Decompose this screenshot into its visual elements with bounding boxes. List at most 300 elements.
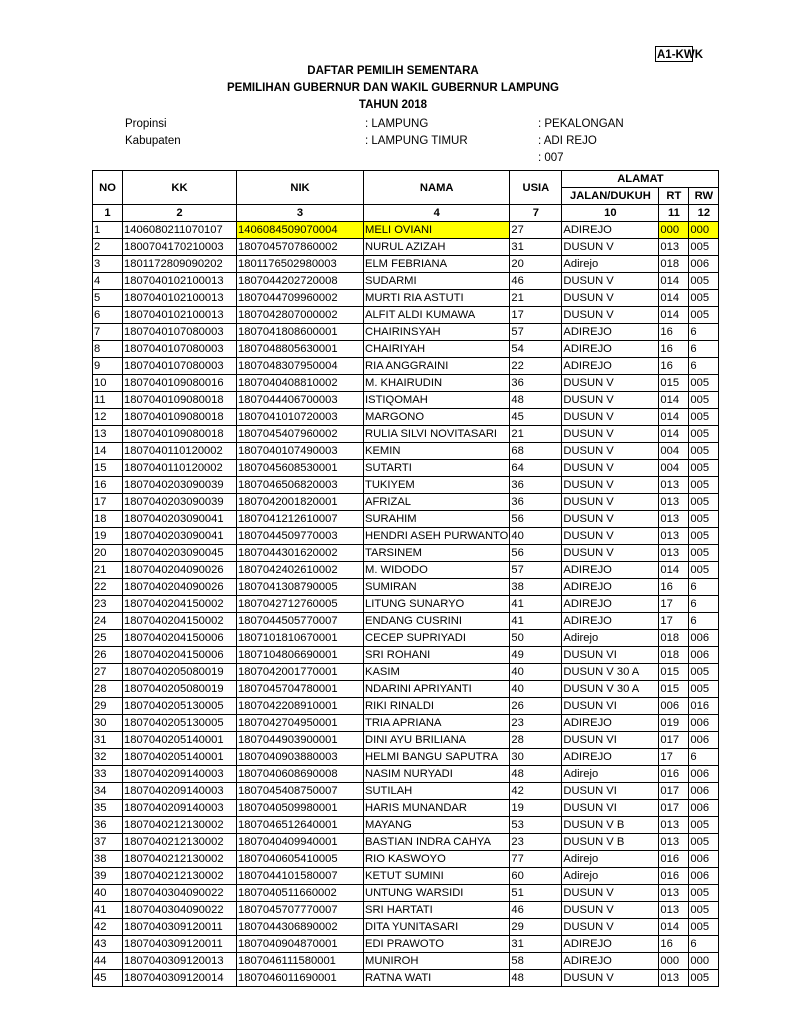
table-row [93,783,719,800]
cell-rt: 017 [659,783,689,800]
cell-rw: 006 [689,868,719,885]
cell-nik: 1807045707860002 [237,239,364,256]
table-row [93,307,719,324]
cell-kk: 1807040204150002 [123,596,237,613]
cell-rt: 015 [659,681,689,698]
cell-rt: 014 [659,919,689,936]
table-row [93,426,719,443]
cell-rt: 017 [659,732,689,749]
cell-rw: 005 [689,477,719,494]
cell-no: 7 [93,324,123,341]
cell-no: 4 [93,273,123,290]
cell-rw: 005 [689,426,719,443]
cell-kk: 1807040102100013 [123,273,237,290]
cell-jalan: DUSUN V [562,919,659,936]
cell-no: 32 [93,749,123,766]
cell-kk: 1807040205080019 [123,664,237,681]
cell-kk: 1807040304090022 [123,902,237,919]
cell-no: 8 [93,341,123,358]
cell-rt: 17 [659,596,689,613]
cell-jalan: DUSUN V [562,494,659,511]
cell-nik: 1807104806690001 [237,647,364,664]
cell-nama: SRI ROHANI [364,647,510,664]
cell-usia: 51 [510,885,562,902]
col-number: 12 [689,205,719,222]
cell-nama: HARIS MUNANDAR [364,800,510,817]
cell-nama: TRIA APRIANA [364,715,510,732]
table-row [93,613,719,630]
cell-nama: ISTIQOMAH [364,392,510,409]
table-row [93,528,719,545]
table-row [93,460,719,477]
cell-rt: 013 [659,494,689,511]
cell-nik: 1807044509770003 [237,528,364,545]
cell-rw: 005 [689,239,719,256]
table-row [93,256,719,273]
cell-rt: 16 [659,936,689,953]
cell-nama: DITA YUNITASARI [364,919,510,936]
doc-subtitle: PEMILIHAN GUBERNUR DAN WAKIL GUBERNUR LAMPUNG [226,82,559,94]
table-row [93,222,719,239]
cell-usia: 31 [510,239,562,256]
cell-nik: 1807044709960002 [237,290,364,307]
table-row [93,239,719,256]
cell-nama: LITUNG SUNARYO [364,596,510,613]
doc-year: TAHUN 2018 [358,99,428,111]
cell-no: 16 [93,477,123,494]
cell-no: 44 [93,953,123,970]
cell-rt: 000 [659,222,689,239]
cell-jalan: DUSUN VI [562,783,659,800]
cell-usia: 28 [510,732,562,749]
tps-value: : 007 [538,152,564,164]
cell-rw: 6 [689,579,719,596]
cell-rw: 006 [689,800,719,817]
cell-rt: 013 [659,528,689,545]
cell-usia: 41 [510,596,562,613]
cell-no: 45 [93,970,123,987]
cell-jalan: Adirejo [562,766,659,783]
cell-usia: 77 [510,851,562,868]
cell-kk: 1807040309120011 [123,919,237,936]
cell-nik: 1807041212610007 [237,511,364,528]
cell-rt: 000 [659,953,689,970]
cell-nama: KEMIN [364,443,510,460]
cell-jalan: DUSUN VI [562,800,659,817]
cell-rt: 015 [659,375,689,392]
cell-rw: 6 [689,324,719,341]
cell-nik: 1807045704780001 [237,681,364,698]
cell-usia: 64 [510,460,562,477]
cell-jalan: DUSUN V [562,902,659,919]
cell-no: 19 [93,528,123,545]
table-row [93,970,719,987]
cell-no: 17 [93,494,123,511]
cell-jalan: ADIREJO [562,358,659,375]
cell-no: 39 [93,868,123,885]
cell-nama: NASIM NURYADI [364,766,510,783]
cell-no: 1 [93,222,123,239]
cell-rw: 6 [689,749,719,766]
cell-kk: 1807040203090041 [123,511,237,528]
cell-kk: 1807040102100013 [123,290,237,307]
cell-nik: 1807042001770001 [237,664,364,681]
cell-nama: UNTUNG WARSIDI [364,885,510,902]
col-number: 2 [123,205,237,222]
table-row [93,358,719,375]
cell-nama: BASTIAN INDRA CAHYA [364,834,510,851]
col-number: 11 [659,205,689,222]
cell-jalan: DUSUN VI [562,647,659,664]
cell-no: 6 [93,307,123,324]
col-header-rw: RW [689,188,719,205]
cell-nama: M. WIDODO [364,562,510,579]
col-number: 1 [93,205,123,222]
cell-jalan: DUSUN V [562,273,659,290]
cell-rw: 005 [689,664,719,681]
cell-no: 34 [93,783,123,800]
cell-rt: 17 [659,749,689,766]
cell-rw: 005 [689,273,719,290]
cell-usia: 56 [510,545,562,562]
cell-rw: 005 [689,307,719,324]
cell-rt: 013 [659,239,689,256]
cell-jalan: ADIREJO [562,749,659,766]
cell-nik: 1807044505770007 [237,613,364,630]
cell-rt: 013 [659,902,689,919]
cell-kk: 1807040203090045 [123,545,237,562]
cell-jalan: ADIREJO [562,562,659,579]
cell-usia: 36 [510,494,562,511]
cell-nik: 1807040409940001 [237,834,364,851]
cell-rt: 013 [659,545,689,562]
cell-kk: 1807040209140003 [123,766,237,783]
cell-nik: 1807042208910001 [237,698,364,715]
cell-kk: 1807040204150006 [123,630,237,647]
cell-nik: 1807046512640001 [237,817,364,834]
col-header-alamat: ALAMAT [562,171,719,188]
cell-rw: 005 [689,562,719,579]
col-header-jalan: JALAN/DUKUH [562,188,659,205]
cell-nama: SUMIRAN [364,579,510,596]
cell-usia: 31 [510,936,562,953]
cell-nik: 1807040408810002 [237,375,364,392]
cell-rt: 16 [659,324,689,341]
cell-rw: 005 [689,817,719,834]
col-header-kk: KK [123,171,237,205]
cell-nama: MUNIROH [364,953,510,970]
cell-rw: 005 [689,885,719,902]
cell-usia: 48 [510,766,562,783]
cell-jalan: DUSUN V [562,477,659,494]
cell-nama: MAYANG [364,817,510,834]
cell-rw: 006 [689,647,719,664]
cell-kk: 1807040109080018 [123,426,237,443]
cell-usia: 21 [510,290,562,307]
cell-no: 38 [93,851,123,868]
cell-jalan: DUSUN V B [562,834,659,851]
cell-nik: 1807042001820001 [237,494,364,511]
cell-kk: 1807040212130002 [123,834,237,851]
cell-rt: 016 [659,868,689,885]
cell-jalan: Adirejo [562,256,659,273]
table-row [93,341,719,358]
cell-kk: 1807040109080018 [123,392,237,409]
table-row [93,715,719,732]
cell-no: 30 [93,715,123,732]
cell-kk: 1807040212130002 [123,868,237,885]
cell-rw: 6 [689,341,719,358]
col-number: 4 [364,205,510,222]
cell-no: 28 [93,681,123,698]
cell-nama: HENDRI ASEH PURWANTO [364,528,510,545]
cell-nama: DINI AYU BRILIANA [364,732,510,749]
cell-jalan: Adirejo [562,851,659,868]
cell-nama: CHAIRINSYAH [364,324,510,341]
cell-kk: 1807040205130005 [123,715,237,732]
cell-rt: 013 [659,511,689,528]
cell-nama: RIKI RINALDI [364,698,510,715]
table-row [93,375,719,392]
cell-no: 5 [93,290,123,307]
cell-nik: 1807044306890002 [237,919,364,936]
cell-nama: TUKIYEM [364,477,510,494]
cell-kk: 1807040309120011 [123,936,237,953]
table-row [93,511,719,528]
table-row [93,562,719,579]
cell-kk: 1807040204090026 [123,579,237,596]
cell-nik: 1807041010720003 [237,409,364,426]
cell-no: 43 [93,936,123,953]
cell-kk: 1807040110120002 [123,460,237,477]
cell-usia: 19 [510,800,562,817]
cell-rw: 6 [689,936,719,953]
cell-nama: NDARINI APRIYANTI [364,681,510,698]
cell-no: 31 [93,732,123,749]
cell-no: 22 [93,579,123,596]
cell-rw: 000 [689,953,719,970]
cell-rw: 6 [689,613,719,630]
cell-jalan: DUSUN V [562,443,659,460]
cell-no: 13 [93,426,123,443]
table-row [93,273,719,290]
table-row [93,443,719,460]
table-row [93,630,719,647]
cell-nik: 1807040608690008 [237,766,364,783]
cell-rw: 6 [689,358,719,375]
cell-nama: KASIM [364,664,510,681]
cell-kk: 1807040309120014 [123,970,237,987]
col-header-nik: NIK [237,171,364,205]
col-header-rt: RT [659,188,689,205]
cell-rw: 005 [689,460,719,477]
cell-kk: 1807040205080019 [123,681,237,698]
cell-nama: CECEP SUPRIYADI [364,630,510,647]
cell-jalan: DUSUN V [562,307,659,324]
cell-nik: 1807041808600001 [237,324,364,341]
cell-rt: 013 [659,477,689,494]
cell-usia: 20 [510,256,562,273]
cell-nik: 1807040904870001 [237,936,364,953]
cell-usia: 40 [510,528,562,545]
cell-no: 27 [93,664,123,681]
cell-nik: 1807044903900001 [237,732,364,749]
cell-no: 18 [93,511,123,528]
cell-jalan: DUSUN V [562,409,659,426]
cell-nama: MARGONO [364,409,510,426]
cell-kk: 1807040212130002 [123,817,237,834]
cell-jalan: DUSUN V [562,375,659,392]
cell-kk: 1807040205140001 [123,749,237,766]
cell-no: 14 [93,443,123,460]
cell-rw: 000 [689,222,719,239]
cell-rw: 006 [689,732,719,749]
cell-jalan: ADIREJO [562,613,659,630]
cell-rt: 004 [659,460,689,477]
cell-usia: 41 [510,613,562,630]
cell-jalan: ADIREJO [562,596,659,613]
table-row [93,885,719,902]
table-row [93,647,719,664]
table-row [93,664,719,681]
cell-jalan: DUSUN V [562,239,659,256]
col-header-usia: USIA [510,171,562,205]
cell-no: 2 [93,239,123,256]
col-header-no: NO [93,171,123,205]
cell-usia: 60 [510,868,562,885]
table-row [93,392,719,409]
cell-jalan: DUSUN V [562,885,659,902]
cell-nik: 1807045408750007 [237,783,364,800]
cell-usia: 40 [510,664,562,681]
table-row [93,324,719,341]
table-row [93,851,719,868]
cell-no: 37 [93,834,123,851]
cell-jalan: DUSUN V [562,460,659,477]
cell-kk: 1807040109080018 [123,409,237,426]
cell-nik: 1807042807000002 [237,307,364,324]
table-row [93,902,719,919]
cell-nik: 1807040107490003 [237,443,364,460]
cell-rw: 005 [689,494,719,511]
cell-no: 36 [93,817,123,834]
cell-jalan: DUSUN V [562,545,659,562]
cell-kk: 1807040309120013 [123,953,237,970]
cell-kk: 1807040110120002 [123,443,237,460]
cell-jalan: Adirejo [562,868,659,885]
cell-no: 23 [93,596,123,613]
cell-rw: 005 [689,902,719,919]
cell-rw: 005 [689,834,719,851]
cell-jalan: DUSUN V [562,392,659,409]
cell-jalan: ADIREJO [562,936,659,953]
cell-no: 26 [93,647,123,664]
cell-nik: 1807044301620002 [237,545,364,562]
table-row [93,800,719,817]
cell-rt: 014 [659,426,689,443]
cell-rt: 014 [659,562,689,579]
cell-no: 3 [93,256,123,273]
cell-usia: 36 [510,477,562,494]
table-row [93,834,719,851]
cell-usia: 42 [510,783,562,800]
cell-kk: 1807040204150002 [123,613,237,630]
cell-nik: 1807042704950001 [237,715,364,732]
doc-title: DAFTAR PEMILIH SEMENTARA [307,65,479,77]
table-row [93,579,719,596]
cell-nama: SUDARMI [364,273,510,290]
cell-rt: 014 [659,392,689,409]
cell-kk: 1807040205140001 [123,732,237,749]
cell-nik: 1807046506820003 [237,477,364,494]
cell-no: 21 [93,562,123,579]
cell-rw: 006 [689,783,719,800]
cell-nama: AFRIZAL [364,494,510,511]
cell-nik: 1807045707770007 [237,902,364,919]
cell-nik: 1807042402610002 [237,562,364,579]
cell-rw: 005 [689,409,719,426]
cell-rw: 006 [689,715,719,732]
kabupaten-label: Kabupaten [125,135,181,147]
cell-kk: 1807040209140003 [123,800,237,817]
cell-rt: 014 [659,273,689,290]
cell-nama: ENDANG CUSRINI [364,613,510,630]
cell-rw: 005 [689,681,719,698]
cell-rt: 16 [659,358,689,375]
cell-rw: 005 [689,970,719,987]
col-number: 10 [562,205,659,222]
cell-rw: 005 [689,392,719,409]
cell-no: 15 [93,460,123,477]
cell-no: 11 [93,392,123,409]
cell-no: 10 [93,375,123,392]
cell-nama: RIA ANGGRAINI [364,358,510,375]
cell-jalan: ADIREJO [562,324,659,341]
cell-rw: 005 [689,375,719,392]
cell-rt: 013 [659,970,689,987]
cell-usia: 58 [510,953,562,970]
cell-nik: 1807101810670001 [237,630,364,647]
cell-rw: 006 [689,630,719,647]
cell-usia: 49 [510,647,562,664]
cell-nik: 1807044101580007 [237,868,364,885]
cell-rt: 014 [659,409,689,426]
cell-rt: 018 [659,647,689,664]
cell-rw: 005 [689,545,719,562]
cell-jalan: DUSUN V B [562,817,659,834]
cell-nama: M. KHAIRUDIN [364,375,510,392]
cell-rw: 006 [689,256,719,273]
cell-nama: ELM FEBRIANA [364,256,510,273]
table-row [93,953,719,970]
cell-nama: ALFIT ALDI KUMAWA [364,307,510,324]
table-row [93,766,719,783]
cell-nama: MURTI RIA ASTUTI [364,290,510,307]
cell-rw: 005 [689,290,719,307]
cell-nama: NURUL AZIZAH [364,239,510,256]
cell-nama: MELI OVIANI [364,222,510,239]
cell-usia: 57 [510,562,562,579]
cell-rt: 16 [659,579,689,596]
cell-nik: 1807045608530001 [237,460,364,477]
cell-nama: SRI HARTATI [364,902,510,919]
cell-jalan: DUSUN V [562,426,659,443]
cell-usia: 17 [510,307,562,324]
cell-rt: 013 [659,834,689,851]
table-row [93,409,719,426]
cell-rw: 016 [689,698,719,715]
table-row [93,477,719,494]
